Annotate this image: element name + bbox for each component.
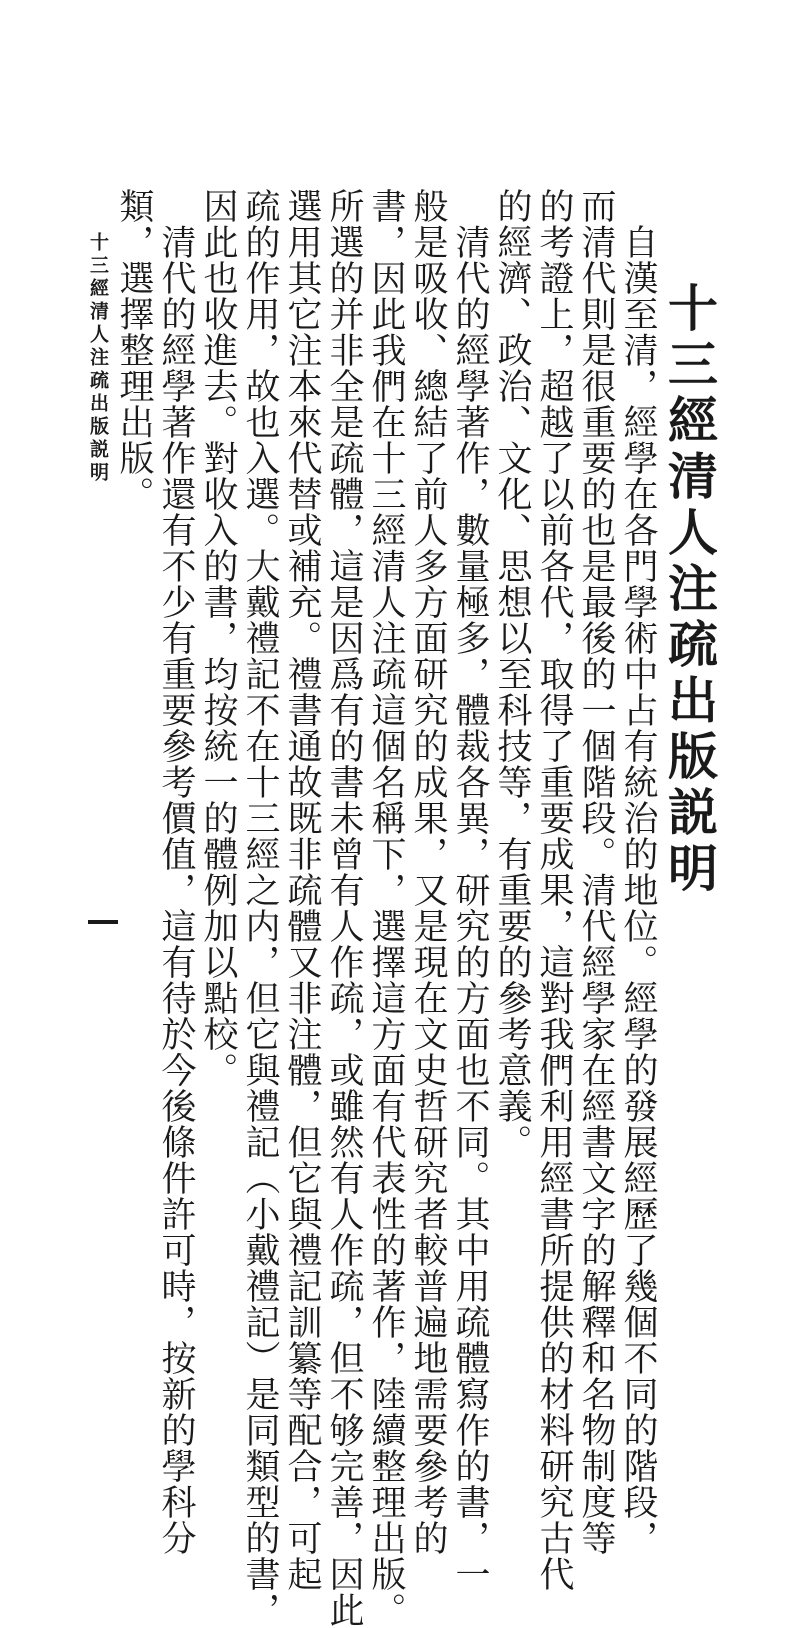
body-column-4: 的經濟、政治、文化、思想以至科技等，有重要的參考意義。 [492,188,532,1160]
body-column-6: 般是吸收、總結了前人多方面研究的成果，又是現在文史哲研究者較普遍地需要參考的 [408,188,448,1556]
body-column-11: 因此也收進去。對收入的書，均按統一的體例加以點校。 [198,188,238,1088]
body-column-12: 清代的經學著作還有不少有重要參考價值，這有待於今後條件許可時，按新的學科分 [156,224,196,1556]
page-title: 十三經清人注疏出版説明 [660,282,719,898]
body-column-10: 疏的作用，故也入選。大戴禮記不在十三經之内，但它與禮記（小戴禮記）是同類型的書， [240,188,280,1628]
body-column-5: 清代的經學著作，數量極多，體裁各異，研究的方面也不同。其中用疏體寫作的書，一 [450,224,490,1592]
body-column-13: 類，選擇整理出版。 [114,188,154,512]
body-column-8: 所選的并非全是疏體，這是因爲有的書未曾有人作疏，或雖然有人作疏，但不够完善，因此 [324,188,364,1628]
body-column-3: 的考證上，超越了以前各代，取得了重要成果，這對我們利用經書所提供的材料研究古代 [534,188,574,1592]
body-column-7: 書，因此我們在十三經清人注疏這個名稱下，選擇這方面有代表性的著作，陸續整理出版。 [366,188,406,1628]
body-column-9: 選用其它注本來代替或補充。禮書通故既非疏體又非注體，但它與禮記訓纂等配合，可起 [282,188,322,1592]
body-column-2: 而清代則是很重要的也是最後的一個階段。清代經學家在經書文字的解釋和名物制度等 [576,188,616,1556]
page-number [88,920,118,924]
running-head: 十三經清人注疏出版説明 [87,232,109,485]
body-column-1: 自漢至清，經學在各門學術中占有統治的地位。經學的發展經歷了幾個不同的階段， [618,224,658,1556]
